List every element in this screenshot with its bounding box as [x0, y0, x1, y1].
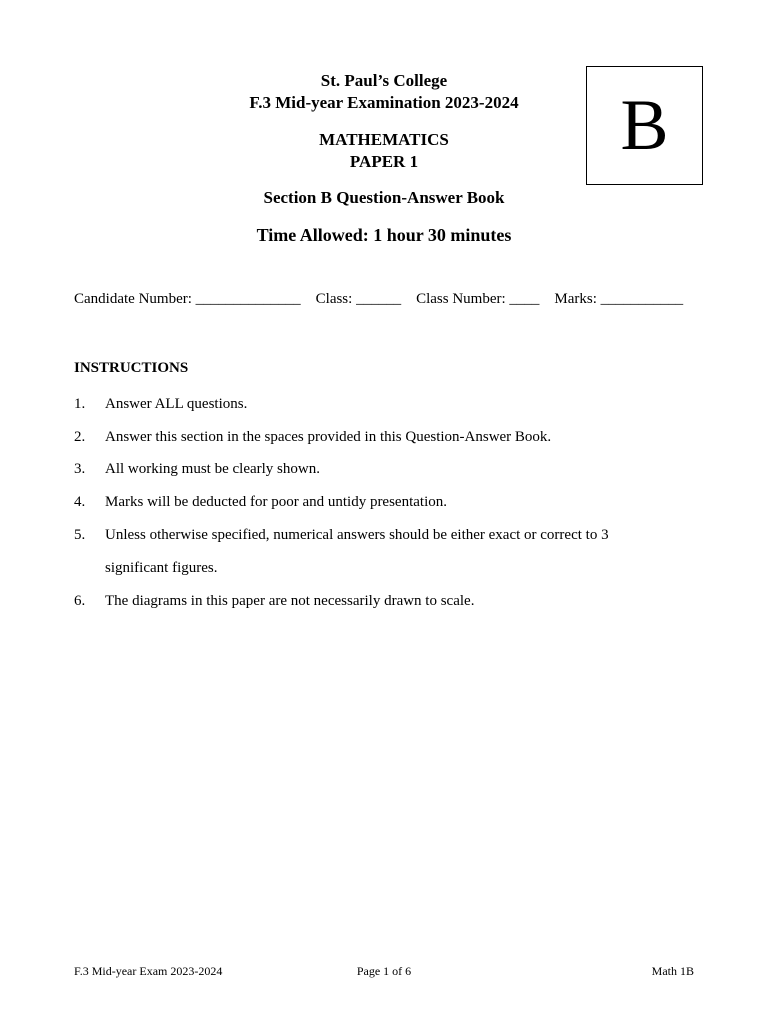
candidate-number-field[interactable]: ______________	[195, 291, 301, 307]
instruction-number: 1.	[74, 396, 86, 412]
candidate-number-label: Candidate Number:	[74, 291, 192, 307]
instruction-text: Marks will be deducted for poor and untidy presentation.	[105, 494, 447, 510]
instruction-text: The diagrams in this paper are not necessarily drawn to scale.	[105, 593, 475, 609]
footer-exam-name: F.3 Mid-year Exam 2023-2024	[74, 964, 223, 978]
class-number-label: Class Number:	[416, 291, 506, 307]
instruction-number: 5.	[74, 527, 86, 543]
footer-paper-code: Math 1B	[651, 964, 694, 978]
marks-label: Marks:	[554, 291, 597, 307]
section-letter-box: B	[586, 66, 703, 185]
class-number-field[interactable]: ____	[509, 291, 540, 307]
instruction-continuation: significant figures.	[105, 560, 218, 576]
instruction-number: 3.	[74, 461, 86, 477]
time-allowed: Time Allowed: 1 hour 30 minutes	[256, 225, 512, 245]
instruction-text: All working must be clearly shown.	[105, 461, 320, 477]
class-label: Class:	[315, 291, 353, 307]
footer-page-number: Page 1 of 6	[356, 964, 412, 978]
class-field[interactable]: ______	[356, 291, 402, 307]
school-name: St. Paul’s College	[320, 71, 448, 90]
exam-title: F.3 Mid-year Examination 2023-2024	[249, 93, 519, 112]
instruction-number: 2.	[74, 429, 86, 445]
instruction-text: Answer ALL questions.	[105, 396, 248, 412]
instructions-title: INSTRUCTIONS	[74, 360, 189, 376]
instruction-text: Answer this section in the spaces provided in this Question-Answer Book.	[105, 429, 552, 445]
instruction-number: 6.	[74, 593, 86, 609]
instruction-text: Unless otherwise specified, numerical answers should be either exact or correct to 3	[105, 527, 609, 543]
subject-title: MATHEMATICS	[319, 130, 449, 149]
marks-field[interactable]: ___________	[600, 291, 684, 307]
paper-title: PAPER 1	[349, 152, 419, 171]
section-title: Section B Question-Answer Book	[263, 188, 505, 207]
candidate-info-row	[74, 289, 683, 309]
instruction-number: 4.	[74, 494, 86, 510]
